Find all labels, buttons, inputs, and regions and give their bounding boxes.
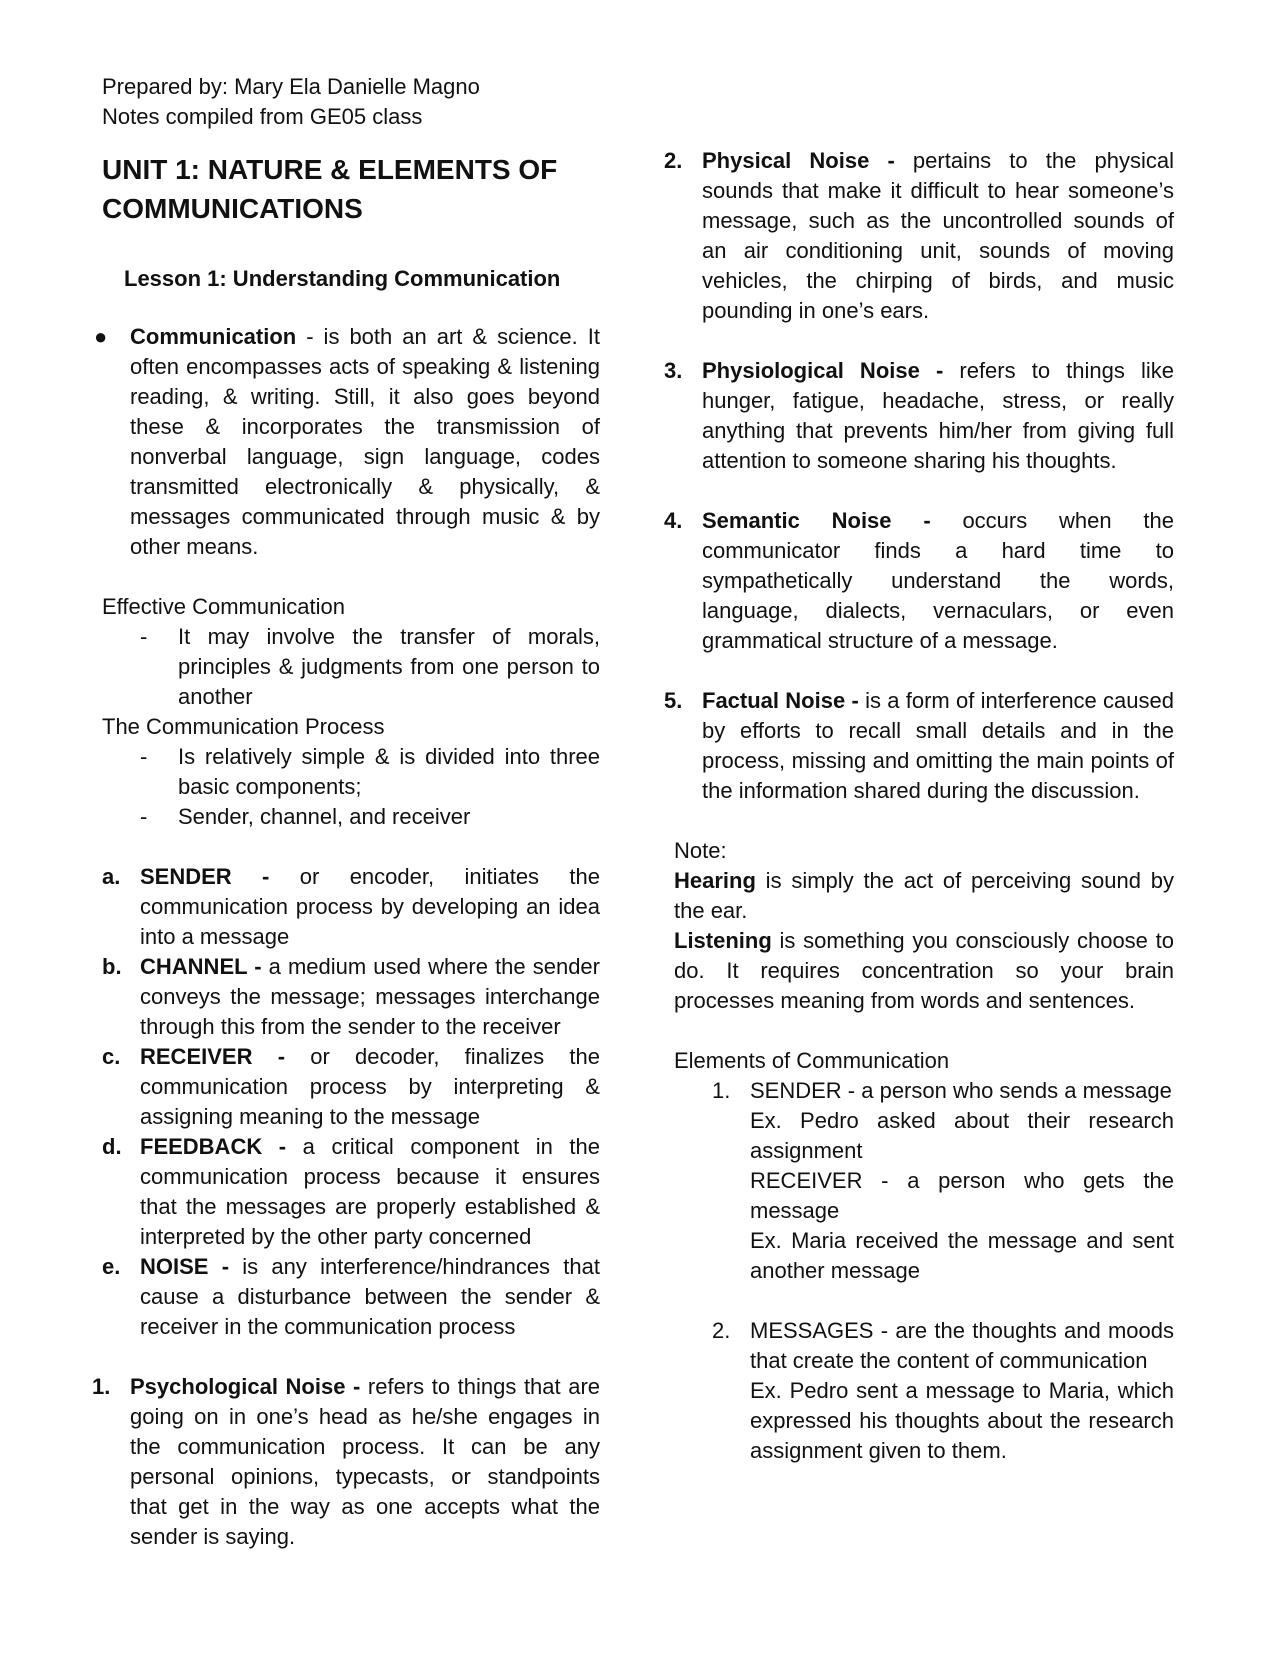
component-item bbox=[102, 952, 600, 1042]
bullet-icon: ● bbox=[94, 324, 108, 349]
component-marker: d. bbox=[102, 1134, 122, 1159]
unit-title: UNIT 1: NATURE & ELEMENTS OF COMMUNICATIONS bbox=[102, 154, 558, 224]
left-column bbox=[92, 322, 601, 1552]
component-marker: c. bbox=[102, 1044, 121, 1069]
notes-source: Notes compiled from GE05 class bbox=[102, 104, 423, 129]
noise-type-text: occurs when the communicator finds a hard time to sympathetically understand the words, language, dialects, vernaculars, or even grammatical structure of a message. bbox=[702, 508, 1175, 653]
element-marker: 1. bbox=[712, 1078, 731, 1103]
noise-type-term: Semantic Noise - bbox=[702, 508, 931, 533]
component-item bbox=[102, 1042, 600, 1132]
listening-term: Listening bbox=[674, 928, 772, 953]
dash-icon: - bbox=[140, 804, 148, 829]
noise-type-marker: 5. bbox=[664, 688, 683, 713]
noise-type-marker: 1. bbox=[92, 1374, 111, 1399]
component-term: RECEIVER - bbox=[140, 1044, 286, 1069]
dash-icon: - bbox=[140, 624, 148, 649]
process-item: - Sender, channel, and receiver bbox=[102, 802, 600, 832]
effective-item: - It may involve the transfer of morals, principles & judgments from one person to another bbox=[140, 624, 600, 709]
process-heading: The Communication Process bbox=[102, 714, 385, 739]
communication-definition bbox=[94, 322, 600, 562]
noise-type-term: Psychological Noise - bbox=[130, 1374, 361, 1399]
listening-definition: Listening is something you consciously choose to do. It requires concentration so your brain processes meaning from words and sentences. bbox=[674, 928, 1174, 1013]
component-text: a critical component in the communication process because it ensures that the messages are properly established & interpreted by the other party concerned bbox=[140, 1134, 600, 1249]
noise-type-term: Physiological Noise - bbox=[702, 358, 944, 383]
component-marker: b. bbox=[102, 954, 122, 979]
component-text: is any interference/hindrances that cause a disturbance between the sender & receiver in the communication process bbox=[140, 1254, 601, 1339]
lesson-title: Lesson 1: Understanding Communication bbox=[124, 266, 561, 291]
process-item: - Is relatively simple & is divided into three basic components; bbox=[140, 744, 600, 799]
component-item bbox=[102, 862, 600, 952]
component-text: or encoder, initiates the communication process by developing an idea into a message bbox=[140, 864, 601, 949]
elements-heading: Elements of Communication bbox=[674, 1048, 950, 1073]
note-section bbox=[664, 836, 1174, 1016]
noise-type-term: Physical Noise - bbox=[702, 148, 895, 173]
component-term: NOISE - bbox=[140, 1254, 230, 1279]
document-header bbox=[102, 72, 622, 132]
component-item bbox=[102, 1252, 600, 1342]
noise-type-marker: 4. bbox=[664, 508, 683, 533]
element-item: 1. SENDER - a person who sends a message Ex. Pedro asked about their research assignment RECEIVER - a person who gets the message Ex. Maria received the message and sent another message bbox=[712, 1078, 1174, 1283]
component-text: a medium used where the sender conveys the message; messages interchange through this from the sender to the receiver bbox=[140, 954, 600, 1039]
noise-type-item bbox=[92, 1372, 601, 1552]
element-marker: 2. bbox=[712, 1318, 731, 1343]
noise-type-text: refers to things like hunger, fatigue, headache, stress, or really anything that prevents him/her from giving full attention to someone sharing his thoughts. bbox=[702, 358, 1175, 473]
noise-type-marker: 3. bbox=[664, 358, 683, 383]
dash-icon: - bbox=[140, 744, 148, 769]
effective-heading: Effective Communication bbox=[102, 594, 345, 619]
noise-type-item bbox=[664, 686, 1174, 806]
noise-type-text: is a form of interference caused by efforts to recall small details and in the process, missing and omitting the main points of the information shared during the discussion. bbox=[702, 688, 1174, 803]
note-label: Note: bbox=[674, 838, 727, 863]
noise-type-item bbox=[664, 356, 1174, 476]
component-text: or decoder, finalizes the communication process by interpreting & assigning meaning to the message bbox=[140, 1044, 600, 1129]
communication-text: - is both an art & science. It often encompasses acts of speaking & listening reading, & writing. Still, it also goes beyond these & incorporates the transmission of nonverbal language, sign language, codes transmitted electronically & physically, & messages communicated through music & by other means. bbox=[130, 324, 600, 559]
component-term: CHANNEL - bbox=[140, 954, 262, 979]
component-term: FEEDBACK - bbox=[140, 1134, 287, 1159]
hearing-definition: Hearing is simply the act of perceiving sound by the ear. bbox=[674, 868, 1174, 923]
right-column bbox=[664, 146, 1174, 1466]
prepared-by: Prepared by: Mary Ela Danielle Magno bbox=[102, 74, 480, 99]
noise-type-marker: 2. bbox=[664, 148, 683, 173]
component-marker: a. bbox=[102, 864, 121, 889]
component-item bbox=[102, 1132, 600, 1252]
element-item: 2. MESSAGES - are the thoughts and moods that create the content of communication Ex. Pedro sent a message to Maria, which expressed his thoughts about the research assignment given to them. bbox=[712, 1318, 1174, 1463]
noise-type-item bbox=[664, 506, 1174, 656]
component-marker: e. bbox=[102, 1254, 121, 1279]
communication-term: Communication bbox=[130, 324, 297, 349]
noise-type-term: Factual Noise - bbox=[702, 688, 859, 713]
component-term: SENDER - bbox=[140, 864, 270, 889]
noise-type-text: refers to things that are going on in one’s head as he/she engages in the communication process. It can be any personal opinions, typecasts, or standpoints that get in the way as one accepts what the sender is saying. bbox=[130, 1374, 601, 1549]
noise-type-text: pertains to the physical sounds that make it difficult to hear someone’s message, such as the uncontrolled sounds of an air conditioning unit, sounds of moving vehicles, the chirping of birds, and music pounding in one’s ears. bbox=[702, 148, 1174, 323]
noise-type-item bbox=[664, 146, 1174, 326]
hearing-term: Hearing bbox=[674, 868, 756, 893]
